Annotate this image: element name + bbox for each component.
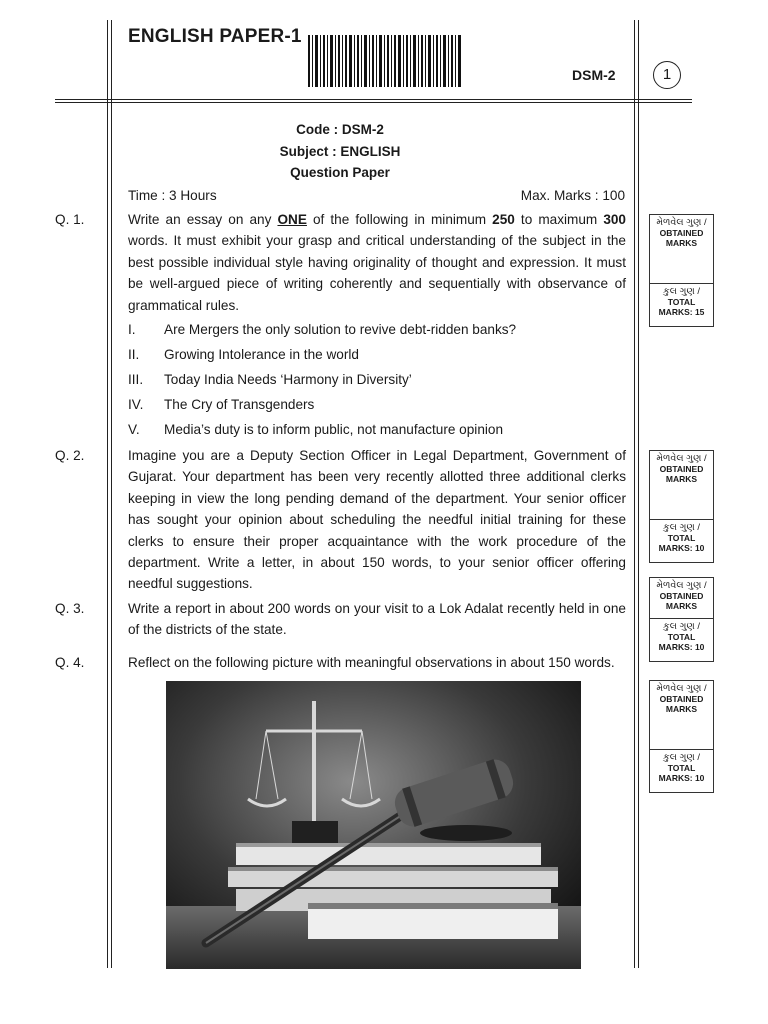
q1-option: [128, 322, 516, 337]
max-marks: Max. Marks : 100: [520, 188, 625, 203]
obtained-label-english: OBTAINED MARKS: [659, 694, 704, 714]
obtained-marks-cell[interactable]: [650, 215, 713, 284]
q1-max-words: 300: [603, 212, 626, 227]
obtained-label-english: OBTAINED MARKS: [659, 228, 704, 248]
barcode: [308, 35, 462, 87]
option-numeral: IV.: [128, 397, 144, 412]
option-numeral: V.: [128, 422, 140, 437]
total-marks-cell: [650, 750, 713, 792]
q1-option: [128, 372, 412, 387]
obtained-label-gujarati: મેળવેલ ગુણ /: [656, 453, 707, 464]
left-margin-rule-1: [107, 20, 108, 968]
q1-option: [128, 347, 359, 362]
total-label-gujarati: કુલ ગુણ /: [662, 522, 701, 533]
option-text: The Cry of Transgenders: [164, 397, 315, 412]
option-text: Growing Intolerance in the world: [164, 347, 359, 362]
total-label-gujarati: કુલ ગુણ /: [662, 286, 701, 297]
obtained-label-gujarati: મેળવેલ ગુણ /: [656, 683, 707, 694]
q1-option: [128, 422, 503, 437]
total-label-english: TOTAL MARKS: 15: [658, 297, 705, 317]
option-text: Are Mergers the only solution to revive debt-ridden banks?: [164, 322, 517, 337]
q1-text-part2: of the following in minimum: [306, 212, 493, 227]
total-label-gujarati: કુલ ગુણ /: [662, 621, 701, 632]
q3-number: Q. 3.: [55, 601, 85, 616]
subject-line: Subject : ENGLISH: [279, 144, 401, 159]
obtained-marks-cell[interactable]: [650, 578, 713, 619]
obtained-label-gujarati: મેળવેલ ગુણ /: [656, 580, 707, 591]
header-rule-1: [55, 99, 692, 100]
header-code: DSM-2: [572, 67, 616, 83]
time-allowed: Time : 3 Hours: [128, 188, 217, 203]
obtained-label-gujarati: મેળવેલ ગુણ /: [656, 217, 707, 228]
marks-box-q2: [649, 450, 714, 563]
justice-gavel-picture: [166, 681, 581, 969]
q4-text: Reflect on the following picture with meaningful observations in about 150 words.: [128, 655, 615, 670]
option-text: Media’s duty is to inform public, not manufacture opinion: [164, 422, 504, 437]
total-marks-cell: [650, 520, 713, 562]
q1-option: [128, 397, 314, 412]
page-number: 1: [653, 61, 681, 89]
total-label-english: TOTAL MARKS: 10: [658, 763, 705, 783]
option-numeral: II.: [128, 347, 140, 362]
right-margin-rule-2: [638, 20, 639, 968]
paper-title: ENGLISH PAPER-1: [128, 26, 302, 47]
total-label-gujarati: કુલ ગુણ /: [662, 752, 701, 763]
header-rule-2: [55, 102, 692, 103]
q2-text: Imagine you are a Deputy Section Officer in Legal Department, Government of Gujarat. Your department has been very recently allotted three additional clerks keeping in view the long pending demand of the department. Your senior officer has sought your opinion about scheduling the needful initial training for these clerks to ensure their proper acquaintance with the work procedure of the department. Write a letter, in about 150 words, to your senior officer offering needful suggestions.: [128, 448, 626, 592]
doc-type: Question Paper: [290, 165, 390, 180]
q4-number: Q. 4.: [55, 655, 85, 670]
q1-text-part1: Write an essay on any: [128, 212, 278, 227]
marks-box-q3: [649, 577, 714, 662]
q1-text-part3: to maximum: [514, 212, 604, 227]
obtained-marks-cell[interactable]: [650, 681, 713, 750]
q2-number: Q. 2.: [55, 448, 85, 463]
obtained-marks-cell[interactable]: [650, 451, 713, 520]
code-line: Code : DSM-2: [296, 122, 384, 137]
q1-number: Q. 1.: [55, 212, 85, 227]
q1-instructions: [128, 209, 626, 316]
obtained-label-english: OBTAINED MARKS: [659, 464, 704, 484]
option-numeral: I.: [128, 322, 136, 337]
left-margin-rule-2: [111, 20, 112, 968]
q1-text-part4: words. It must exhibit your grasp and critical understanding of the subject in the best possible individual style having originality of thought and expression. It must be well-argued piece of writing coherently and sequentially with observance of grammatical rules.: [128, 233, 626, 313]
marks-box-q4: [649, 680, 714, 793]
option-text: Today India Needs ‘Harmony in Diversity’: [164, 372, 412, 387]
total-label-english: TOTAL MARKS: 10: [658, 533, 705, 553]
q1-one-emphasis: ONE: [277, 212, 307, 227]
option-numeral: III.: [128, 372, 144, 387]
total-marks-cell: [650, 619, 713, 661]
total-label-english: TOTAL MARKS: 10: [658, 632, 705, 652]
total-marks-cell: [650, 284, 713, 326]
marks-box-q1: [649, 214, 714, 327]
right-margin-rule-1: [634, 20, 635, 968]
q3-text: Write a report in about 200 words on your visit to a Lok Adalat recently held in one of the districts of the state.: [128, 601, 626, 638]
q1-min-words: 250: [492, 212, 515, 227]
obtained-label-english: OBTAINED MARKS: [659, 591, 704, 611]
